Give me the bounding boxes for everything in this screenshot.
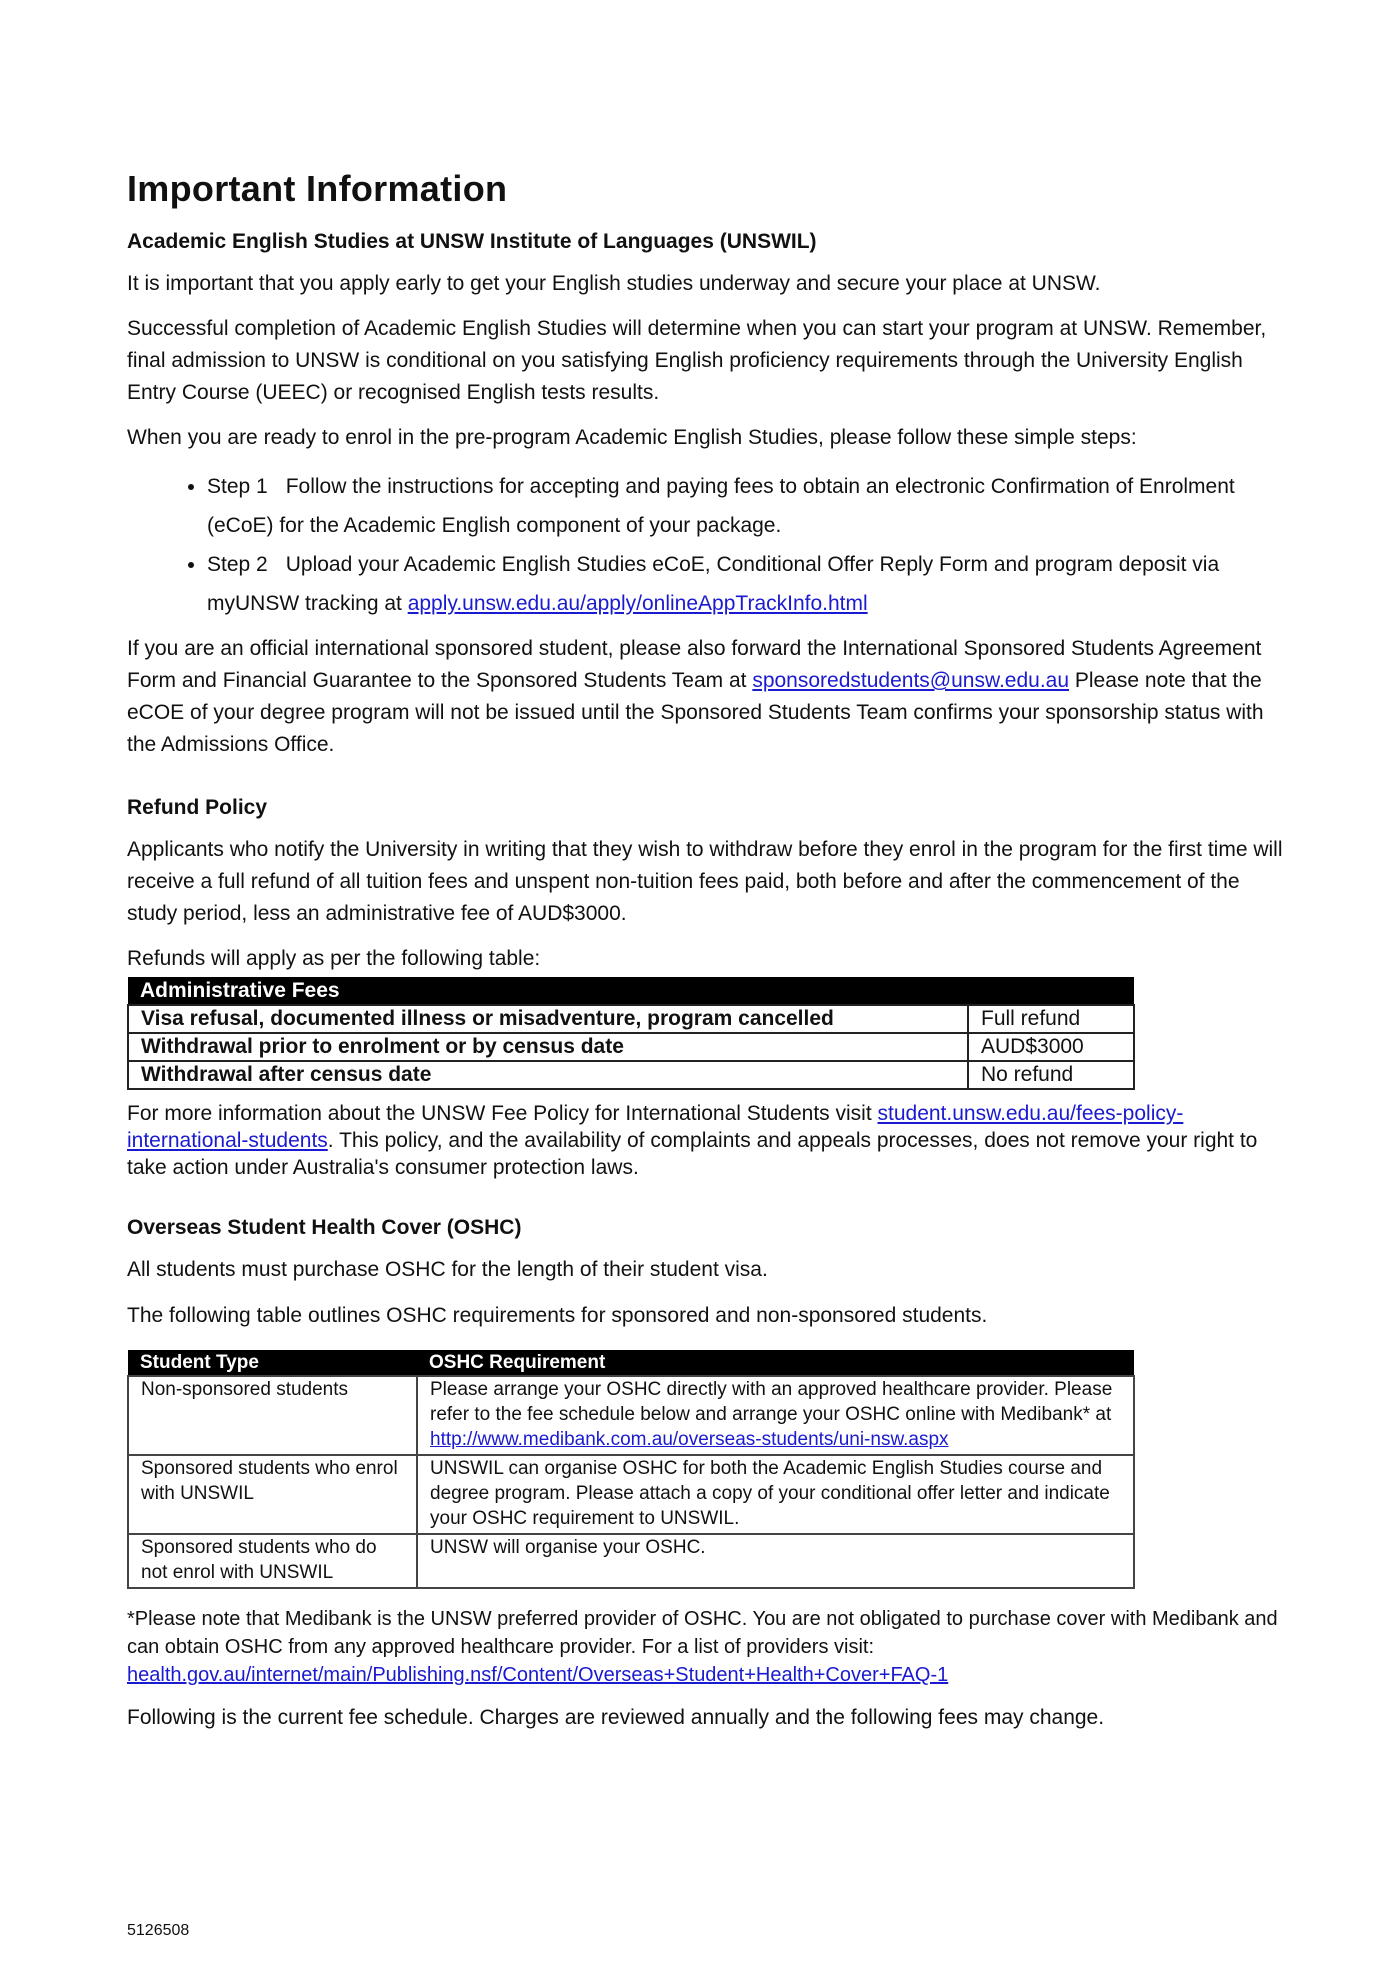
aes-paragraph-1: It is important that you apply early to get your English studies underway and secure your place at UNSW. [127, 272, 1101, 295]
aes-heading: Academic English Studies at UNSW Institute of Languages (UNSWIL) [127, 230, 817, 253]
table-row [128, 1061, 1134, 1089]
step-label: Step 1 [207, 475, 268, 498]
oshc-note [127, 1605, 1287, 1689]
fee-policy-link[interactable]: student.unsw.edu.au/fees-policy-international-students [127, 1102, 1184, 1152]
step-label: Step 2 [207, 553, 268, 576]
refund-paragraph-2: Refunds will apply as per the following table: [127, 947, 541, 970]
steps-list [127, 467, 1287, 623]
cell: Visa refusal, documented illness or misadventure, program cancelled [128, 1005, 968, 1033]
step-text: Follow the instructions for accepting and paying fees to obtain an electronic Confirmation of Enrolment (eCoE) for the Academic English component of your package. [207, 475, 1235, 537]
admin-fees-table [127, 977, 1135, 1090]
oshc-table [127, 1350, 1135, 1589]
cell [417, 1376, 1134, 1455]
oshc-paragraph-3: Following is the current fee schedule. Charges are reviewed annually and the following fees may change. [127, 1706, 1105, 1729]
refund-heading: Refund Policy [127, 796, 268, 819]
oshc-paragraph-2: The following table outlines OSHC requirements for sponsored and non-sponsored students. [127, 1304, 988, 1327]
table-row [128, 1455, 1134, 1534]
cell: Withdrawal prior to enrolment or by census date [128, 1033, 968, 1061]
aes-paragraph-4 [127, 633, 1287, 761]
column-header: Student Type [128, 1350, 417, 1376]
document-page [127, 168, 1287, 1747]
table-row [128, 1534, 1134, 1588]
step-item [207, 545, 1287, 623]
oshc-paragraph-1: All students must purchase OSHC for the length of their student visa. [127, 1258, 768, 1281]
cell: Full refund [968, 1005, 1134, 1033]
cell: Sponsored students who do not enrol with UNSWIL [128, 1534, 417, 1588]
text: . This policy, and the availability of complaints and appeals processes, does not remove your right to take action under Australia's consumer protection laws. [127, 1129, 1258, 1179]
text: For more information about the UNSW Fee Policy for International Students visit [127, 1102, 878, 1125]
step-item [207, 467, 1287, 545]
cell: UNSW will organise your OSHC. [417, 1534, 1134, 1588]
aes-paragraph-3: When you are ready to enrol in the pre-program Academic English Studies, please follow these simple steps: [127, 426, 1137, 449]
oshc-heading: Overseas Student Health Cover (OSHC) [127, 1216, 522, 1239]
cell: Withdrawal after census date [128, 1061, 968, 1089]
health-gov-link[interactable]: health.gov.au/internet/main/Publishing.nsf/Content/Overseas+Student+Health+Cover+FAQ-1 [127, 1664, 949, 1686]
cell: Sponsored students who enrol with UNSWIL [128, 1455, 417, 1534]
table-row [128, 1376, 1134, 1455]
refund-paragraph-1: Applicants who notify the University in writing that they wish to withdraw before they enrol in the program for the first time will receive a full refund of all tuition fees and unspent non-tuition fees paid, both before and after the commencement of the study period, less an administrative fee of AUD$3000. [127, 838, 1283, 925]
text: *Please note that Medibank is the UNSW preferred provider of OSHC. You are not obligated to purchase cover with Medibank and can obtain OSHC from any approved healthcare provider. For a list of providers visit: [127, 1608, 1278, 1658]
cell: AUD$3000 [968, 1033, 1134, 1061]
step-text: Upload your Academic English Studies eCoE, Conditional Offer Reply Form and program deposit via myUNSW tracking at [207, 553, 1220, 615]
page-title: Important Information [127, 168, 508, 209]
table-row [128, 1005, 1134, 1033]
refund-paragraph-3 [127, 1100, 1287, 1181]
sponsored-email-link[interactable]: sponsoredstudents@unsw.edu.au [752, 669, 1070, 692]
cell: Non-sponsored students [128, 1376, 417, 1455]
document-code: 5126508 [127, 1922, 190, 1939]
medibank-link[interactable]: http://www.medibank.com.au/overseas-students/uni-nsw.aspx [430, 1429, 949, 1450]
table-row [128, 1033, 1134, 1061]
tracking-link[interactable]: apply.unsw.edu.au/apply/onlineAppTrackInfo.html [407, 592, 868, 615]
text: Please arrange your OSHC directly with an approved healthcare provider. Please refer to the fee schedule below and arrange your OSHC online with Medibank* at [430, 1379, 1113, 1425]
text: Please note that the eCOE of your degree program will not be issued until the Sponsored Students Team confirms your sponsorship status with the Admissions Office. [127, 669, 1264, 756]
cell: UNSWIL can organise OSHC for both the Academic English Studies course and degree program. Please attach a copy of your conditional offer letter and indicate your OSHC requirement to UNSWIL. [417, 1455, 1134, 1534]
table-header: Administrative Fees [128, 977, 1134, 1005]
aes-paragraph-2: Successful completion of Academic English Studies will determine when you can start your program at UNSW. Remember, final admission to UNSW is conditional on you satisfying English proficiency requirements through the University English Entry Course (UEEC) or recognised English tests results. [127, 317, 1267, 404]
text: If you are an official international sponsored student, please also forward the International Sponsored Students Agreement Form and Financial Guarantee to the Sponsored Students Team at [127, 637, 1262, 692]
column-header: OSHC Requirement [417, 1350, 1134, 1376]
cell: No refund [968, 1061, 1134, 1089]
